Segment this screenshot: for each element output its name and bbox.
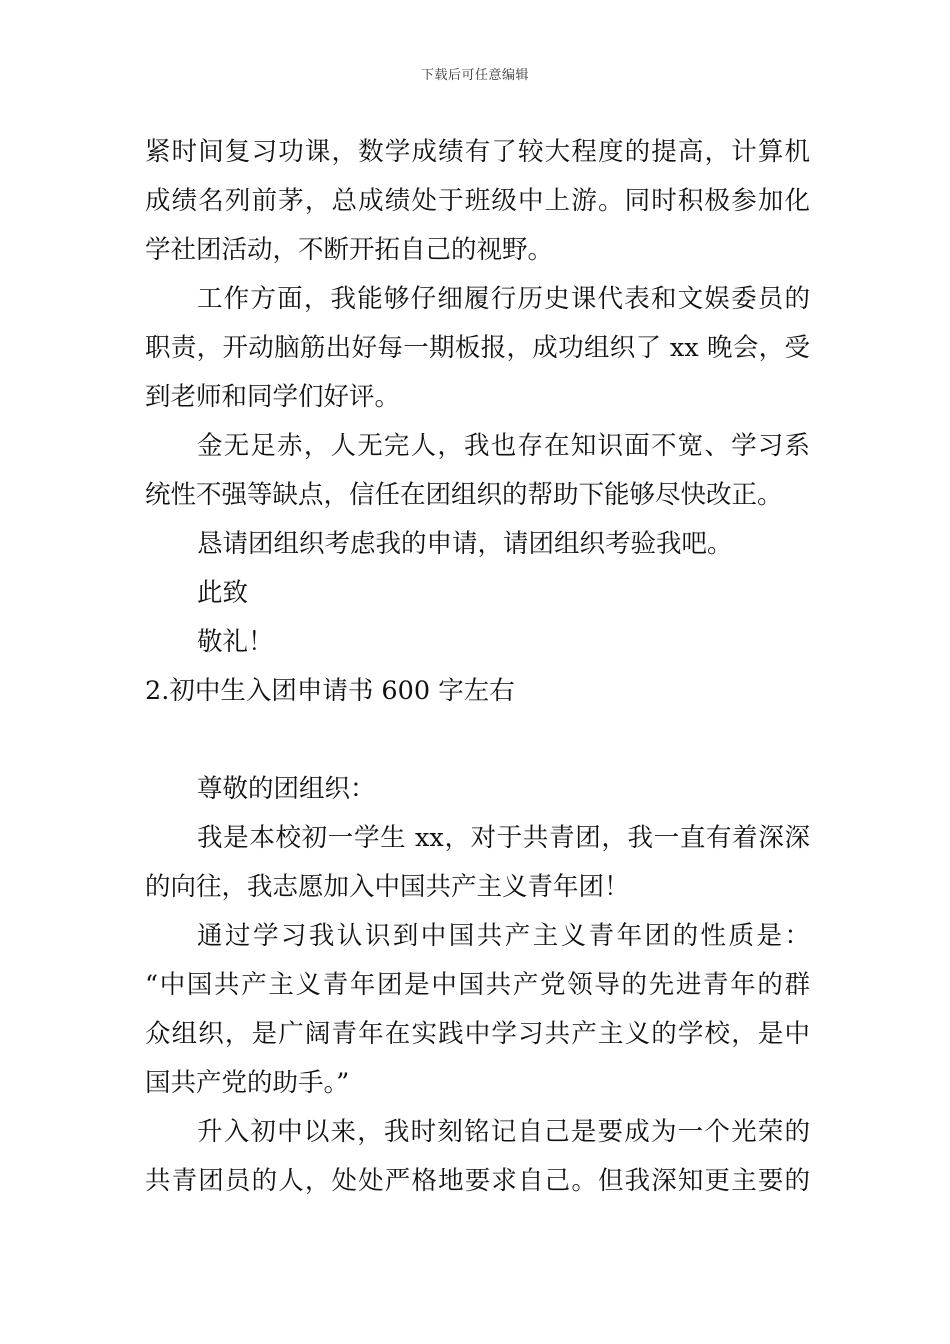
text-line: 共青团员的人，处处严格地要求自己。但我深知更主要的 <box>145 1166 810 1196</box>
text-line: 工作方面，我能够仔细履行历史课代表和文娱委员的 <box>197 284 810 314</box>
text-line: 学社团活动，不断开拓自己的视野。 <box>145 235 554 265</box>
text-line: 到老师和同学们好评。 <box>145 382 401 412</box>
document-body <box>145 128 810 1206</box>
text-line: 通过学习我认识到中国共产主义青年团的性质是： <box>197 921 810 951</box>
text-line: 升入初中以来，我时刻铭记自己是要成为一个光荣的 <box>197 1117 810 1147</box>
text-line: 金无足赤，人无完人，我也存在知识面不宽、学习系 <box>197 431 810 461</box>
page-header: 下载后可任意编辑 <box>420 68 529 83</box>
text-line: “中国共产主义青年团是中国共产党领导的先进青年的群 <box>145 970 810 1000</box>
text-line: 众组织，是广阔青年在实践中学习共产主义的学校，是中 <box>145 1019 810 1049</box>
text-line: 我是本校初一学生 xx，对于共青团，我一直有着深深 <box>197 823 810 853</box>
text-line: 恳请团组织考虑我的申请，请团组织考验我吧。 <box>197 529 733 559</box>
closing-salutation: 敬礼！ <box>197 627 274 657</box>
blank-line <box>145 716 810 765</box>
letter-greeting: 尊敬的团组织： <box>197 774 376 804</box>
closing-salutation: 此致 <box>197 578 249 608</box>
text-line: 成绩名列前茅，总成绩处于班级中上游。同时积极参加化 <box>145 186 810 216</box>
text-line: 统性不强等缺点，信任在团组织的帮助下能够尽快改正。 <box>145 480 783 510</box>
text-line: 职责，开动脑筋出好每一期板报，成功组织了 xx 晚会，受 <box>145 333 810 363</box>
text-line: 紧时间复习功课，数学成绩有了较大程度的提高，计算机 <box>145 137 810 167</box>
text-line: 国共产党的助手。” <box>145 1068 350 1098</box>
text-line: 的向往，我志愿加入中国共产主义青年团！ <box>145 872 630 902</box>
section-heading: 2.初中生入团申请书 600 字左右 <box>145 676 515 706</box>
